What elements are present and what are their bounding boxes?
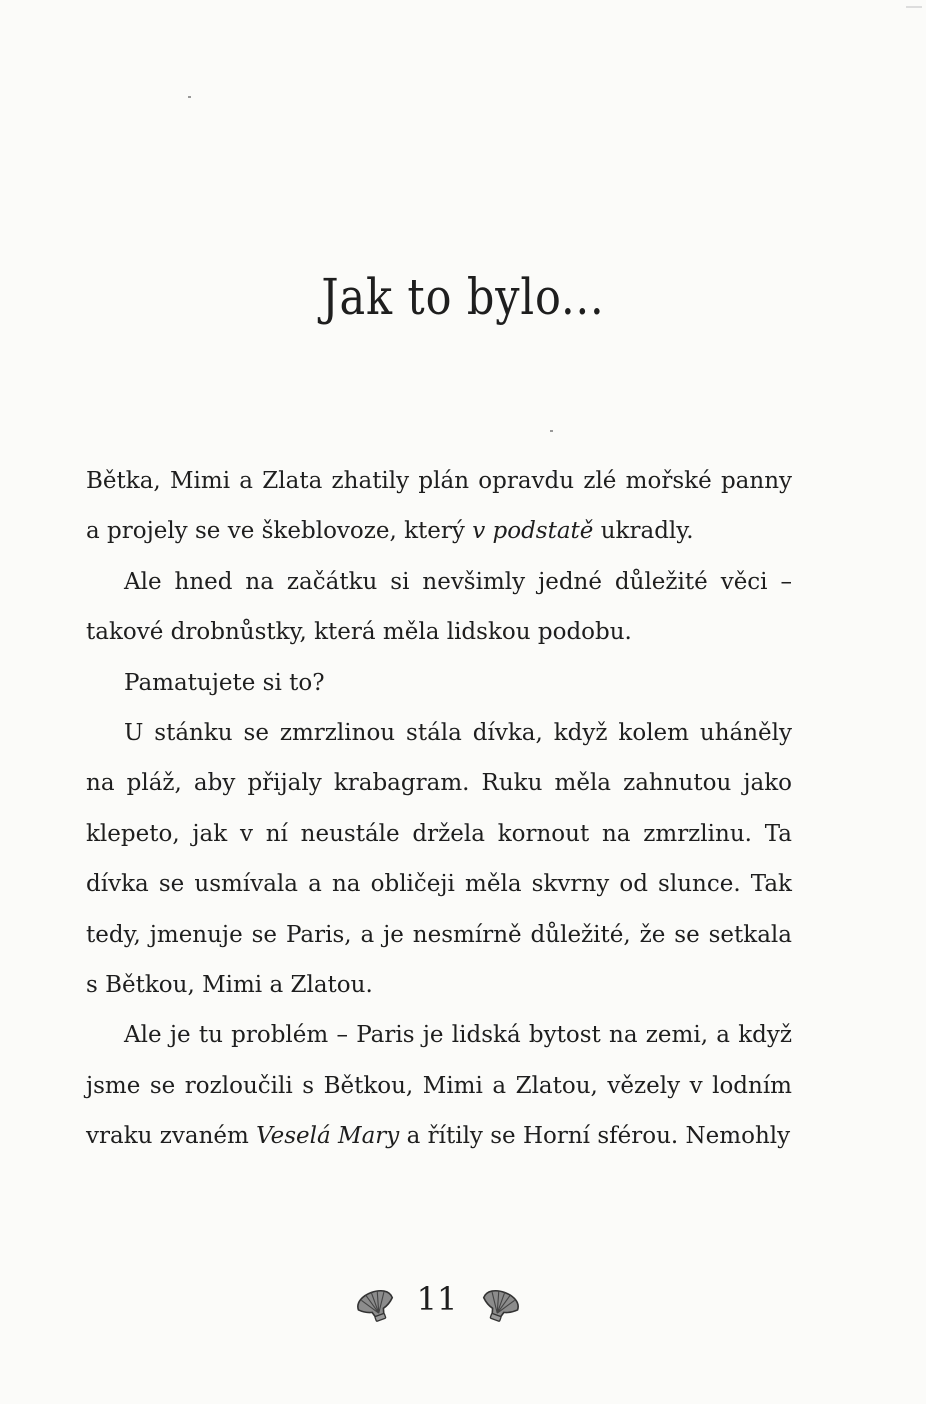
paragraph (86, 557, 792, 658)
page-footer (0, 1268, 926, 1338)
paragraph-segment: U stánku se zmrzlinou stála dívka, když kolem uháněly na pláž, aby přijaly krabagram. Ruku měla zahnutou jako klepeto, jak v ní neustále držela kornout na zmrzlinu. Ta dívka se usmívala a na obličeji měla skvrny od slunce. Tak tedy, jmenuje se Paris, a je nesmírně důležité, že se setkala s Bětkou, Mimi a Zlatou. (86, 720, 792, 999)
paragraph-segment: ukradly. (593, 518, 694, 545)
paragraph (86, 456, 792, 557)
body-text (86, 456, 792, 1162)
paragraph-segment: a řítily se Horní sférou. Nemohly (399, 1123, 791, 1150)
paragraph-segment: Ale hned na začátku si nevšimly jedné důležité věci – takové drobnůstky, která měla lidskou podobu. (86, 568, 792, 646)
paragraph-segment-italic: v podstatě (472, 518, 594, 545)
scan-speck (906, 6, 922, 8)
paragraph (86, 658, 792, 708)
scan-speck (188, 96, 191, 98)
chapter-title: Jak to bylo... (321, 268, 605, 326)
paragraph-segment: Pamatujete si to? (124, 669, 325, 696)
scallop-shell-icon (348, 1274, 400, 1326)
paragraph-segment: Ale je tu problém – Paris je lidská bytost na zemi, a když jsme se rozloučili s Bětkou, Mimi a Zlatou, vězely v lodním vraku zvaném (86, 1022, 792, 1150)
paragraph-segment: Bětka, Mimi a Zlata zhatily plán opravdu zlé mořské panny a projely se ve škeblovoze, který (86, 468, 792, 545)
scallop-shell-icon (476, 1274, 528, 1326)
page-number: 11 (416, 1280, 458, 1318)
paragraph-segment-italic: Veselá Mary (256, 1123, 400, 1150)
scan-speck (550, 430, 553, 432)
paragraph (86, 708, 792, 1010)
paragraph (86, 1010, 792, 1161)
